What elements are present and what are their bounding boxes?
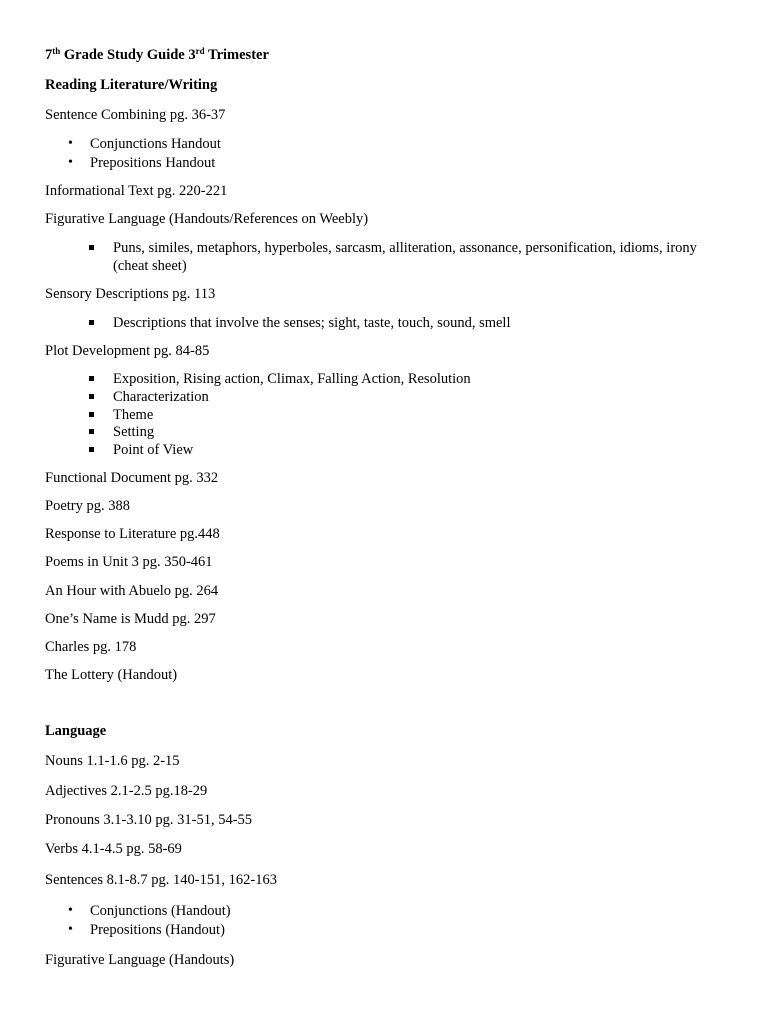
- document-title: 7th Grade Study Guide 3rd Trimester: [45, 46, 269, 63]
- list-item-continuation: (cheat sheet): [113, 258, 187, 274]
- topic-poems-unit-3: Poems in Unit 3 pg. 350-461: [45, 554, 213, 570]
- topic-plot-development: Plot Development pg. 84-85: [45, 343, 210, 359]
- topic-informational-text: Informational Text pg. 220-221: [45, 183, 228, 199]
- list-item: Prepositions (Handout): [90, 922, 225, 938]
- topic-hour-with-abuelo: An Hour with Abuelo pg. 264: [45, 583, 219, 599]
- topic-sensory-descriptions: Sensory Descriptions pg. 113: [45, 286, 216, 302]
- bullet-square: [89, 376, 94, 381]
- list-item: Exposition, Rising action, Climax, Falling Action, Resolution: [113, 371, 471, 387]
- bullet-square: [89, 245, 94, 250]
- bullet-square: [89, 394, 94, 399]
- topic-adjectives: Adjectives 2.1-2.5 pg.18-29: [45, 783, 208, 799]
- list-item: Descriptions that involve the senses; sight, taste, touch, sound, smell: [113, 315, 511, 331]
- list-item: Puns, similes, metaphors, hyperboles, sarcasm, alliteration, assonance, personification, idioms, irony: [113, 240, 697, 256]
- bullet-dot: •: [68, 922, 73, 937]
- topic-pronouns: Pronouns 3.1-3.10 pg. 31-51, 54-55: [45, 812, 253, 828]
- section-heading-language: Language: [45, 723, 107, 739]
- bullet-square: [89, 447, 94, 452]
- bullet-dot: •: [68, 903, 73, 918]
- bullet-dot: •: [68, 155, 73, 170]
- list-item: Theme: [113, 407, 154, 423]
- topic-name-is-mudd: One’s Name is Mudd pg. 297: [45, 611, 216, 627]
- topic-sentences: Sentences 8.1-8.7 pg. 140-151, 162-163: [45, 872, 277, 888]
- bullet-square: [89, 429, 94, 434]
- topic-figurative-language-handouts: Figurative Language (Handouts): [45, 952, 235, 968]
- list-item: Setting: [113, 424, 155, 440]
- topic-charles: Charles pg. 178: [45, 639, 137, 655]
- section-heading-reading: Reading Literature/Writing: [45, 77, 218, 93]
- topic-poetry: Poetry pg. 388: [45, 498, 130, 514]
- topic-sentence-combining: Sentence Combining pg. 36-37: [45, 107, 226, 123]
- topic-figurative-language: Figurative Language (Handouts/References on Weebly): [45, 211, 369, 227]
- bullet-square: [89, 320, 94, 325]
- list-item: Conjunctions Handout: [90, 136, 221, 152]
- list-item: Characterization: [113, 389, 209, 405]
- topic-the-lottery: The Lottery (Handout): [45, 667, 178, 683]
- topic-verbs: Verbs 4.1-4.5 pg. 58-69: [45, 841, 182, 857]
- topic-response-to-literature: Response to Literature pg.448: [45, 526, 220, 542]
- list-item: Conjunctions (Handout): [90, 903, 231, 919]
- list-item: Prepositions Handout: [90, 155, 216, 171]
- list-item: Point of View: [113, 442, 194, 458]
- bullet-dot: •: [68, 136, 73, 151]
- topic-functional-document: Functional Document pg. 332: [45, 470, 219, 486]
- topic-nouns: Nouns 1.1-1.6 pg. 2-15: [45, 753, 180, 769]
- bullet-square: [89, 412, 94, 417]
